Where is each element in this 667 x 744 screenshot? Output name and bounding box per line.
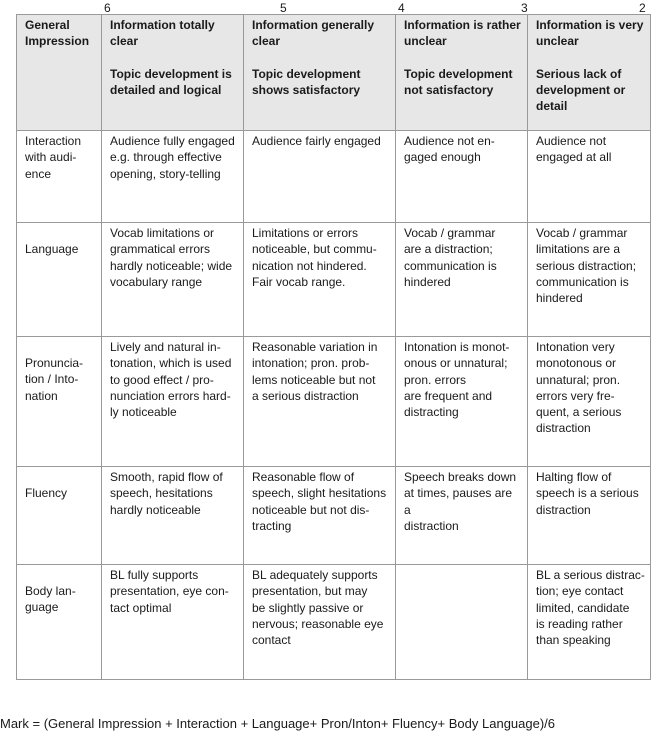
table-row	[17, 131, 651, 223]
descriptor-cell: Intonation is monot- onous or unnatural; pron. errors are frequent and distracting	[396, 337, 528, 467]
descriptor-cell: Reasonable flow of speech, slight hesitations noticeable but not dis- tracting	[244, 467, 396, 565]
score-label-6: 6	[104, 1, 111, 15]
descriptor-cell: BL adequately supports presentation, but may be slightly passive or nervous; reasonable eye contact	[244, 565, 396, 680]
descriptor-cell: Audience not engaged at all	[528, 131, 651, 223]
header-level-title: Information totally clear	[110, 18, 215, 49]
descriptor-cell: Audience fairly engaged	[244, 131, 396, 223]
header-level-title: Information is rather unclear	[404, 18, 521, 49]
row-criterion-cell: Fluency	[17, 467, 102, 565]
table-row	[17, 565, 651, 680]
descriptor-cell	[396, 565, 528, 680]
header-criterion-cell: General Impression	[17, 15, 102, 131]
row-criterion-cell: Body lan- guage	[17, 565, 102, 680]
descriptor-cell: Vocab limitations or grammatical errors hardly noticeable; wide vocabulary range	[102, 223, 244, 337]
row-criterion-cell: Interaction with audi- ence	[17, 131, 102, 223]
score-label-2: 2	[639, 1, 646, 15]
header-level-4-cell	[396, 15, 528, 131]
descriptor-cell: BL a serious distrac- tion; eye contact limited, candidate is reading rather than speaking	[528, 565, 651, 680]
header-level-topic: Topic development shows satisfactory	[252, 66, 361, 97]
table-row	[17, 337, 651, 467]
row-criterion-cell: Language	[17, 223, 102, 337]
descriptor-cell: Vocab / grammar limitations are a serious distraction; communication is hindered	[528, 223, 651, 337]
header-level-title: Information is very unclear	[536, 18, 644, 49]
descriptor-cell: Limitations or errors noticeable, but commu- nication not hindered. Fair vocab range.	[244, 223, 396, 337]
header-level-6-cell	[102, 15, 244, 131]
descriptor-cell: Intonation very monotonous or unnatural; pron. errors very fre- quent, a serious distraction	[528, 337, 651, 467]
descriptor-cell: BL fully supports presentation, eye con- tact optimal	[102, 565, 244, 680]
header-level-title: Information generally clear	[252, 18, 375, 49]
header-level-topic: Topic development is detailed and logical	[110, 66, 232, 97]
descriptor-cell: Speech breaks down at times, pauses are a distraction	[396, 467, 528, 565]
header-level-topic: Serious lack of development or detail	[536, 66, 626, 114]
header-row	[17, 15, 651, 131]
table-row	[17, 223, 651, 337]
descriptor-cell: Reasonable variation in intonation; pron. prob- lems noticeable but not a serious distraction	[244, 337, 396, 467]
header-level-3-cell	[528, 15, 651, 131]
header-level-5-cell	[244, 15, 396, 131]
descriptor-cell: Vocab / grammar are a distraction; communication is hindered	[396, 223, 528, 337]
descriptor-cell: Audience not en- gaged enough	[396, 131, 528, 223]
table-row	[17, 467, 651, 565]
descriptor-cell: Halting flow of speech is a serious distraction	[528, 467, 651, 565]
score-label-5: 5	[280, 1, 287, 15]
rubric-table	[16, 14, 651, 680]
descriptor-cell: Audience fully engaged e.g. through effective opening, story-telling	[102, 131, 244, 223]
mark-formula: Mark = (General Impression + Interaction + Language+ Pron/Inton+ Fluency+ Body Language)/6	[0, 716, 556, 731]
descriptor-cell: Smooth, rapid flow of speech, hesitations hardly noticeable	[102, 467, 244, 565]
row-criterion-cell: Pronuncia- tion / Into- nation	[17, 337, 102, 467]
header-level-topic: Topic development not satisfactory	[404, 66, 513, 97]
score-label-4: 4	[398, 1, 405, 15]
score-label-3: 3	[521, 1, 528, 15]
descriptor-cell: Lively and natural in- tonation, which is used to good effect / pro- nunciation errors hard- ly noticeable	[102, 337, 244, 467]
